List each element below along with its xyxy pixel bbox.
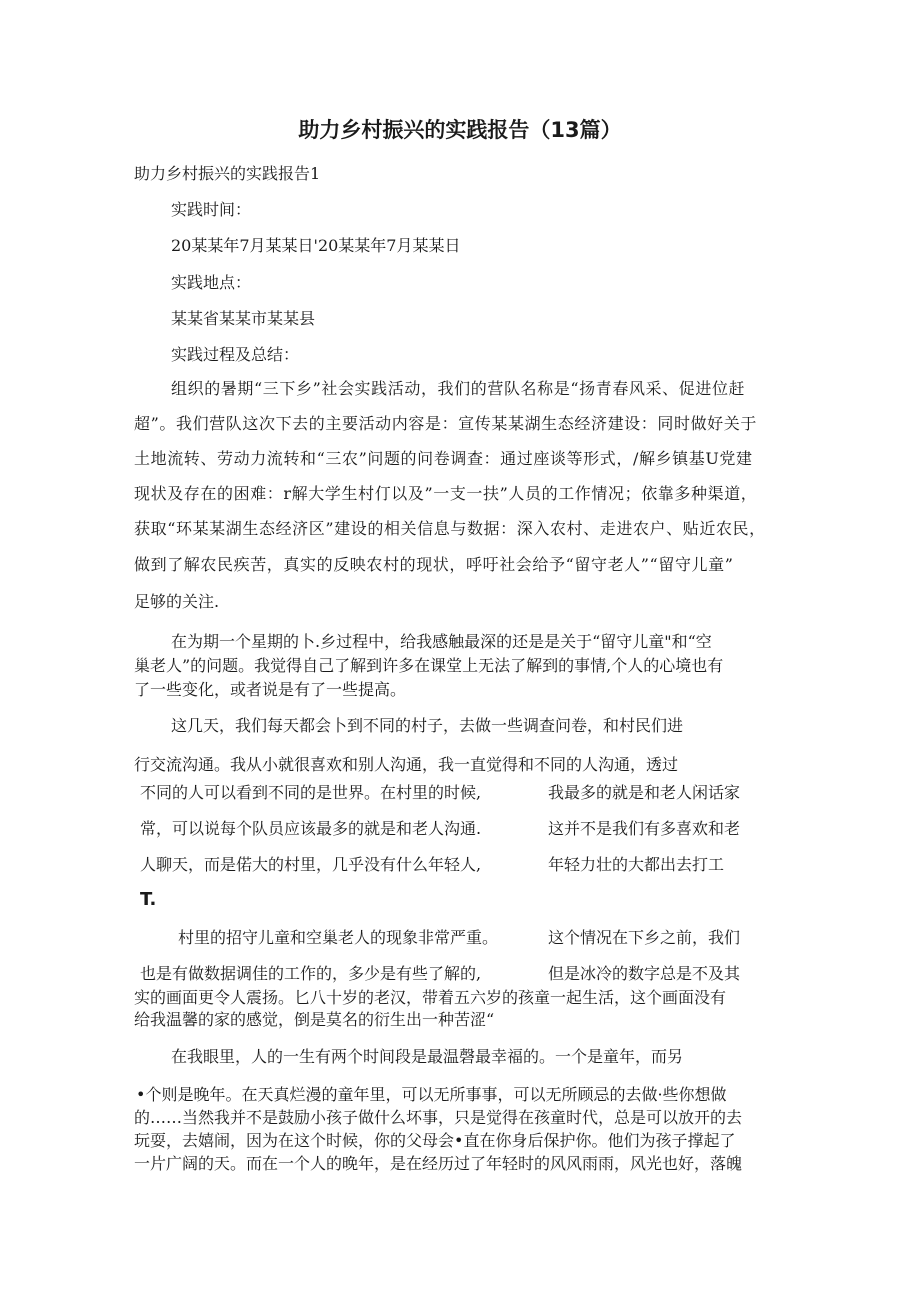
para3-col-left: 不同的人可以看到不同的是世界。在村里的时候, — [140, 783, 482, 802]
para3-line: 行交流沟通。我从小就很喜欢和别人沟通，我一直觉得和不同的人沟通，透过 — [134, 755, 679, 774]
para3-col-left: 常，可以说每个队员应该最多的就是和老人沟通. — [140, 819, 482, 838]
time-value: 20某某年7月某某日'20某某年7月某某日 — [171, 236, 461, 255]
summary-label: 实践过程及总结： — [171, 345, 300, 364]
para1-line: 做到了解农民疾苦，真实的反映农村的现状，呼吁社会给予“留守老人”“留守儿童” — [134, 555, 734, 574]
para2-line: 在为期一个星期的卜.乡过程中，给我感触最深的还是是关于“留守儿童"和“空 — [171, 632, 712, 651]
para3-col-right: 这并不是我们有多喜欢和老 — [548, 819, 741, 838]
para4-col-left: 村里的招守儿童和空巢老人的现象非常严重。 — [178, 928, 499, 947]
place-label: 实践地点： — [171, 273, 252, 292]
para1-line: 获取“环某某湖生态经济区”建设的相关信息与数据：深入农村、走进农户、贴近农民， — [134, 519, 766, 538]
para2-line: 巢老人”的问题。我觉得自己了解到许多在课堂上无法了解到的事情,个人的心境也有 — [134, 656, 724, 675]
para4-line: 给我温馨的家的感觉，倒是莫名的衍生出一种苦涩“ — [134, 1010, 495, 1029]
para5-line: 玩耍，去嬉闹，因为在这个时候，你的父母会•直在你身后保护你。他们为孩子撑起了 — [134, 1131, 736, 1150]
para1-line: 组织的暑期“三下乡”社会实践活动，我们的营队名称是“扬青春风采、促进位赶 — [171, 379, 746, 398]
place-value: 某某省某某市某某县 — [171, 309, 316, 328]
para4-col-left: 也是有做数据调佳的工作的，多少是有些了解的, — [140, 964, 482, 983]
para3-col-left: 人聊天，而是偌大的村里，几乎没有什么年轻人, — [140, 855, 482, 874]
time-label: 实践时间： — [171, 200, 252, 219]
para2-line: 了一些变化，或者说是有了一些提高。 — [134, 680, 407, 699]
para1-line: 超”。我们营队这次下去的主要活动内容是：宣传某某湖生态经济建设：同时做好关于 — [134, 414, 757, 433]
para1-line: 足够的关注. — [134, 592, 220, 611]
para5-line: 一片广阔的天。而在一个人的晚年，是在经历过了年轻时的风风雨雨，风光也好，落魄 — [134, 1154, 743, 1173]
para3-col-right: 年轻力壮的大都出去打工 — [548, 855, 725, 874]
para3-line: 这几天，我们每天都会卜到不同的村子，去做一些调查问卷，和村民们进 — [171, 716, 684, 735]
para1-line: 现状及存在的困难：r解大学生村仃以及”一支一扶”人员的工作情况；依靠多种渠道， — [134, 484, 758, 503]
section-heading: 助力乡村振兴的实践报告1 — [134, 164, 321, 183]
para4-line: 实的画面更令人震扬。匕八十岁的老汉，带着五六岁的孩童一起生活，这个画面没有 — [134, 988, 727, 1007]
para3-end: T. — [140, 889, 157, 910]
para4-col-right: 但是冰冷的数字总是不及其 — [548, 964, 741, 983]
para3-col-right: 我最多的就是和老人闲话家 — [548, 783, 741, 802]
para4-col-right: 这个情况在下乡之前，我们 — [548, 928, 741, 947]
para1-line: 土地流转、劳动力流转和“三农”问题的问卷调查：通过座谈等形式，/解乡镇基U党建 — [134, 449, 753, 468]
document-title: 助力乡村振兴的实践报告（13篇） — [298, 118, 622, 142]
para5-line: •个则是晚年。在天真烂漫的童年里，可以无所事事，可以无所顾忌的去做·些你想做 — [136, 1085, 727, 1104]
para5-line: 的……当然我并不是鼓励小孩子做什么坏事，只是觉得在孩童时代，总是可以放开的去 — [134, 1108, 743, 1127]
para5-line: 在我眼里，人的一生有两个时间段是最温磬最幸福的。一个是童年，而另 — [171, 1047, 684, 1066]
